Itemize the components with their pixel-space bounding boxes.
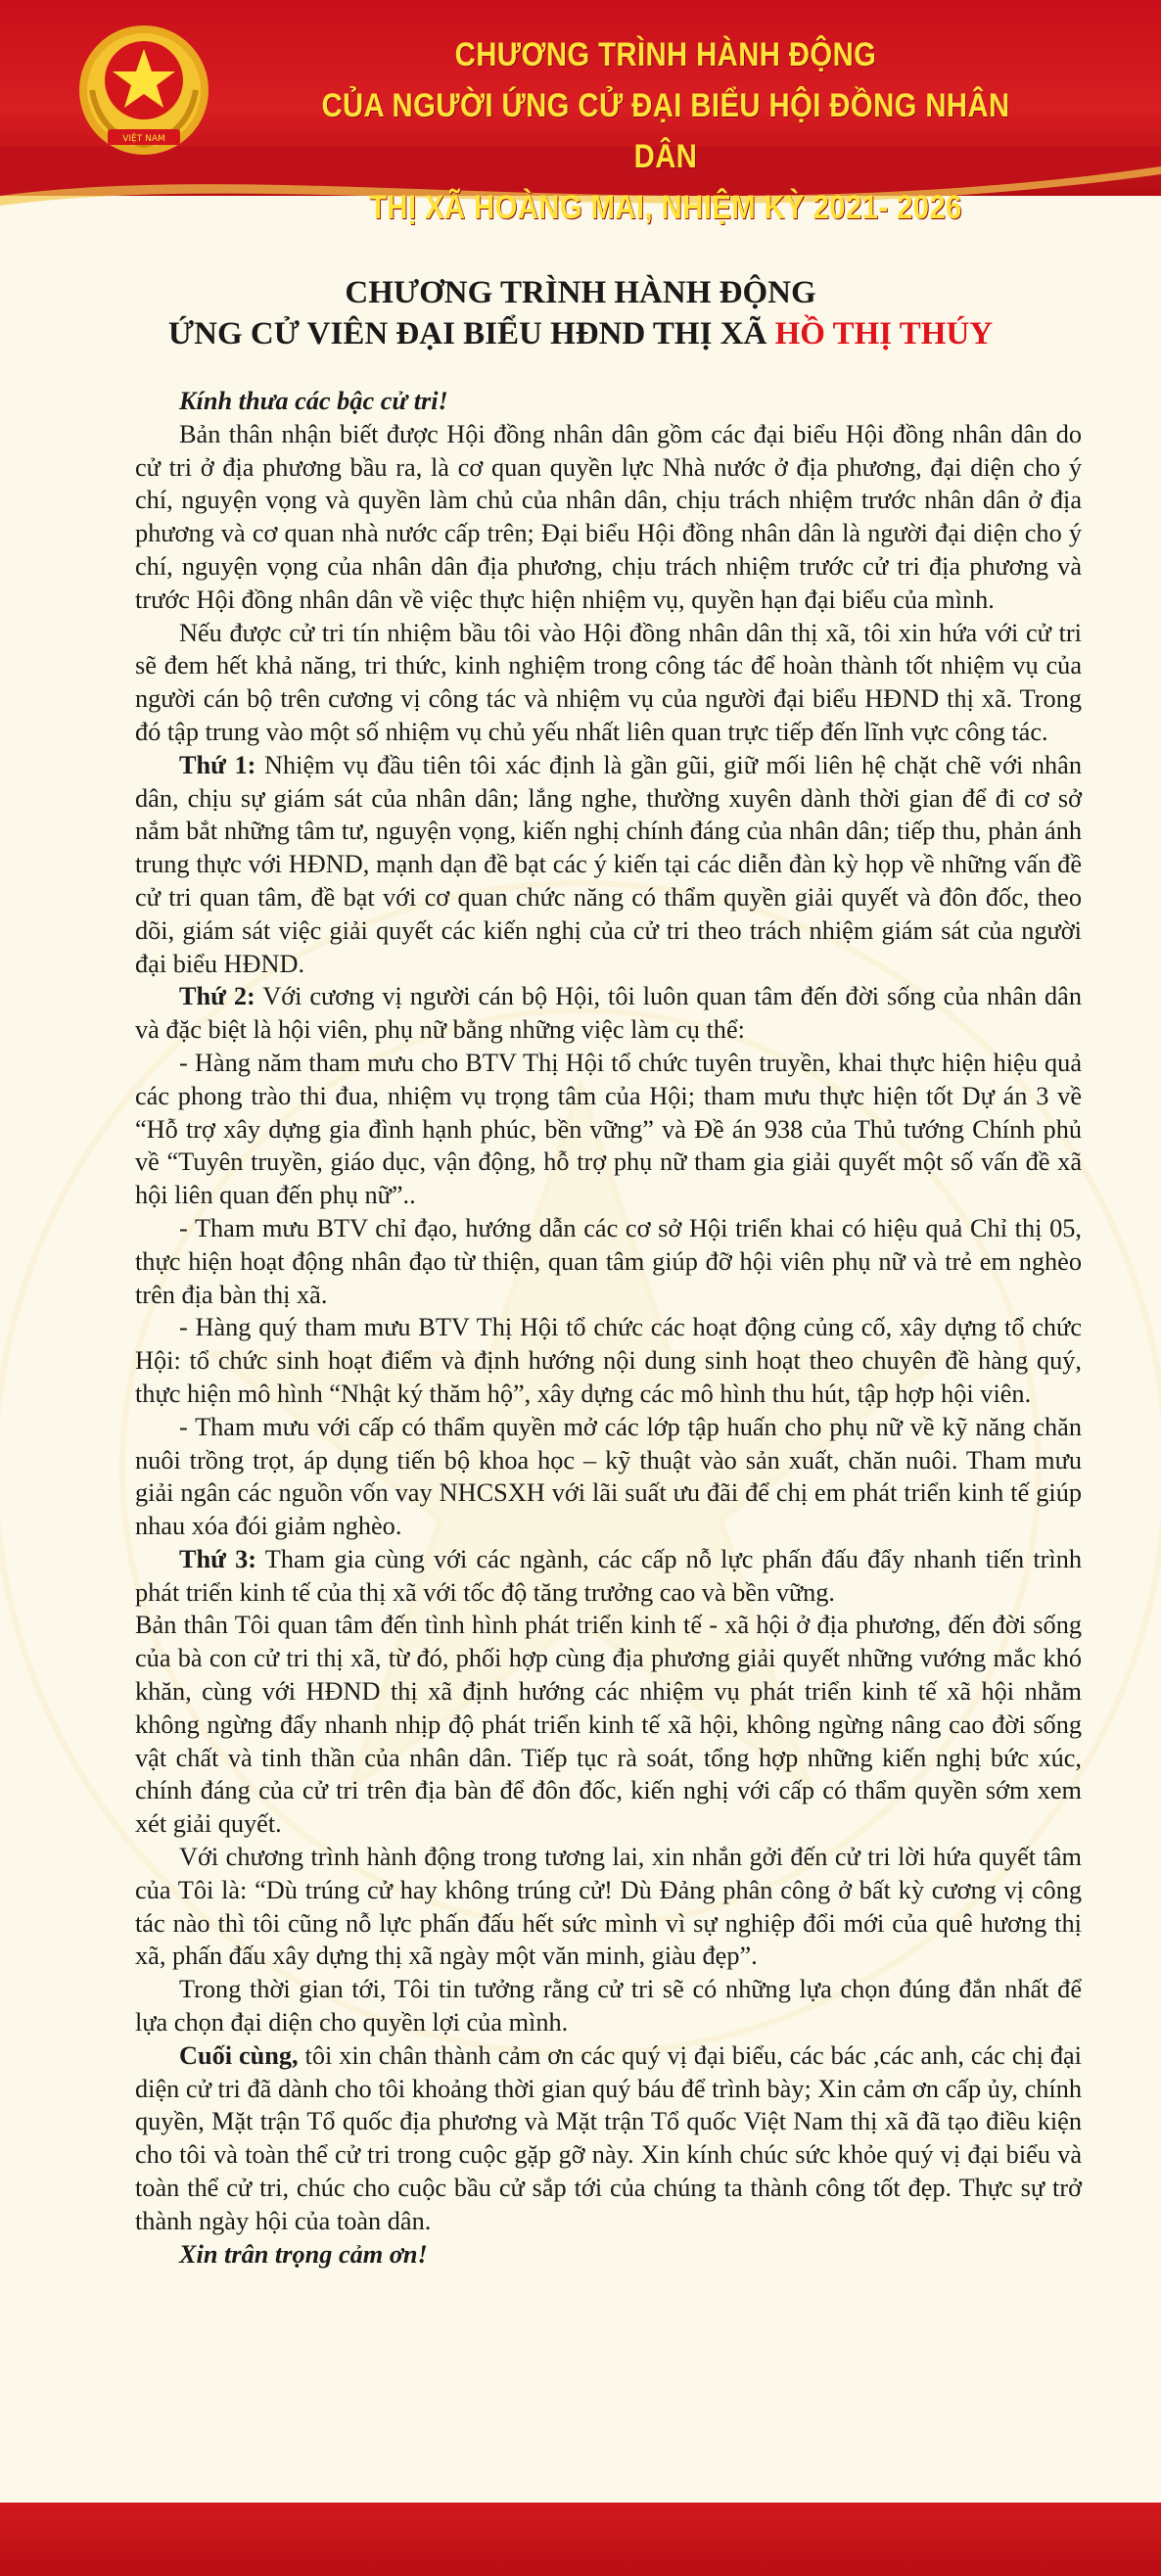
national-emblem-icon — [70, 20, 217, 166]
task-1-label: Thứ 1: — [179, 750, 256, 779]
paragraph-3 — [135, 749, 1082, 981]
paragraph-9 — [135, 1543, 1082, 1610]
header-line-1: CHƯƠNG TRÌNH HÀNH ĐỘNG — [454, 36, 877, 73]
header-line-3: THỊ XÃ HOÀNG MAI, NHIỆM KỲ 2021- 2026 — [369, 189, 962, 226]
document-title — [0, 272, 1161, 354]
task-3-text: Tham gia cùng với các ngành, các cấp nỗ lực phấn đấu đẩy nhanh tiến trình phát triển kinh tế của thị xã với tốc độ tăng trưởng cao và bền vững. — [135, 1544, 1082, 1607]
closing: Xin trân trọng cảm ơn! — [179, 2239, 428, 2269]
paragraph-2: Nếu được cử tri tín nhiệm bầu tôi vào Hội đồng nhân dân thị xã, tôi xin hứa với cử tri sẽ đem hết khả năng, tri thức, kinh nghiệm trong công tác để hoàn thành tốt nhiệm vụ của người cán bộ trên cương vị công tác và nhiệm vụ của người đại biểu HĐND thị xã. Trong đó tập trung vào một số nhiệm vụ chủ yếu nhất liên quan trực tiếp đến lĩnh vực công tác. — [135, 618, 1082, 746]
paragraph-8: - Tham mưu với cấp có thẩm quyền mở các lớp tập huấn cho phụ nữ về kỹ năng chăn nuôi trồng trọt, áp dụng tiến bộ khoa học – kỹ thuật vào sản xuất, chăn nuôi. Tham mưu giải ngân các nguồn vốn vay NHCSXH với lãi suất ưu đãi để chị em phát triển kinh tế giúp nhau xóa đói giảm nghèo. — [135, 1412, 1082, 1541]
final-text: tôi xin chân thành cảm ơn các quý vị đại biểu, các bác ,các anh, các chị đại diện cử tri đã dành cho tôi khoảng thời gian quý báu để trình bày; Xin cảm ơn cấp ủy, chính quyền, Mặt trận Tổ quốc địa phương và Mặt trận Tổ quốc Việt Nam thị xã đã tạo điều kiện cho tôi và toàn thể cử tri trong cuộc gặp gỡ này. Xin kính chúc sức khỏe quý vị đại biểu và toàn thể cử tri, chúc cho cuộc bầu cử sắp tới của chúng ta thành công tốt đẹp. Thực sự trở thành ngày hội của toàn dân. — [135, 2040, 1082, 2235]
paragraph-7: - Hàng quý tham mưu BTV Thị Hội tổ chức các hoạt động củng cố, xây dựng tổ chức Hội: tổ chức sinh hoạt điểm và định hướng nội dung sinh hoạt theo chuyên đề hàng quý, thực hiện mô hình “Nhật ký thăm hộ”, xây dựng các mô hình thu hút, tập hợp hội viên. — [135, 1313, 1082, 1408]
paragraph-1: Bản thân nhận biết được Hội đồng nhân dân gồm các đại biểu Hội đồng nhân dân do cử tri ở địa phương bầu ra, là cơ quan quyền lực Nhà nước ở địa phương, đại diện cho ý chí, nguyện vọng và quyền làm chủ của nhân dân, chịu trách nhiệm trước nhân dân ở địa phương và cơ quan nhà nước cấp trên; Đại biểu Hội đồng nhân dân là người đại diện cho ý chí, nguyện vọng của nhân dân địa phương, chịu trách nhiệm trước cử tri địa phương và trước Hội đồng nhân dân về việc thực hiện nhiệm vụ, quyền hạn đại biểu của mình. — [135, 419, 1082, 614]
emblem-text: VIỆT NAM — [122, 134, 165, 144]
final-label: Cuối cùng, — [179, 2040, 299, 2070]
paragraph-12: Trong thời gian tới, Tôi tin tưởng rằng cử tri sẽ có những lựa chọn đúng đắn nhất để lựa chọn đại diện cho quyền lợi của mình. — [135, 1975, 1082, 2037]
task-1-text: Nhiệm vụ đầu tiên tôi xác định là gần gũi, giữ mối liên hệ chặt chẽ với nhân dân, chịu sự giám sát của nhân dân; lắng nghe, thường xuyên dành thời gian để đi cơ sở nắm bắt những tâm tư, nguyện vọng, kiến nghị chính đáng của nhân dân; tiếp thu, phản ánh trung thực với HĐND, mạnh dạn đề bạt các ý kiến tại các diễn đàn kỳ họp về những vấn đề cử tri quan tâm, đề bạt với cơ quan chức năng có thẩm quyền giải quyết và đôn đốc, theo dõi, giám sát việc giải quyết các kiến nghị của cử tri theo trách nhiệm giám sát của người đại biểu HĐND. — [135, 750, 1082, 978]
header-banner — [0, 0, 1161, 226]
footer-band — [0, 2503, 1161, 2576]
paragraph-13 — [135, 2039, 1082, 2238]
task-3-label: Thứ 3: — [179, 1544, 257, 1573]
header-line-2: CỦA NGƯỜI ỨNG CỬ ĐẠI BIỂU HỘI ĐỒNG NHÂN DÂN — [321, 87, 1010, 175]
title-line-1: CHƯƠNG TRÌNH HÀNH ĐỘNG — [345, 275, 816, 310]
header-title — [320, 29, 1010, 233]
task-2-label: Thứ 2: — [179, 982, 255, 1011]
paragraph-5: - Hàng năm tham mưu cho BTV Thị Hội tổ chức tuyên truyền, khai thực hiện hiệu quả các phong trào thi đua, nhiệm vụ trọng tâm của Hội; tham mưu thực hiện tốt Dự án 3 về “Hỗ trợ xây dựng gia đình hạnh phúc, bền vững” và Đề án 938 của Thủ tướng Chính phủ về “Tuyên truyền, giáo dục, vận động, hỗ trợ phụ nữ tham gia giải quyết một số vấn đề xã hội liên quan đến phụ nữ”.. — [135, 1048, 1082, 1210]
document-body — [135, 385, 1082, 2271]
paragraph-6: - Tham mưu BTV chỉ đạo, hướng dẫn các cơ sở Hội triển khai có hiệu quả Chỉ thị 05, thực hiện hoạt động nhân đạo từ thiện, quan tâm giúp đỡ hội viên phụ nữ và trẻ em nghèo trên địa bàn thị xã. — [135, 1213, 1082, 1309]
candidate-name: HỒ THỊ THÚY — [774, 316, 994, 351]
title-prefix: ỨNG CỬ VIÊN ĐẠI BIỂU HĐND THỊ XÃ — [167, 316, 775, 351]
task-2-text: Với cương vị người cán bộ Hội, tôi luôn quan tâm đến đời sống của nhân dân và đặc biệt là hội viên, phụ nữ bằng những việc làm cụ thể: — [135, 982, 1082, 1045]
paragraph-10: Bản thân Tôi quan tâm đến tình hình phát triển kinh tế - xã hội ở địa phương, đến đời sống của bà con cử tri thị xã, từ đó, phối hợp cùng địa phương giải quyết những vướng mắc khó khăn, cùng với HĐND thị xã định hướng các nhiệm vụ phát triển kinh tế xã hội nhằm không ngừng đẩy nhanh nhịp độ phát triển kinh tế xã hội, không ngừng nâng cao đời sống vật chất và tinh thần của nhân dân. Tiếp tục rà soát, tổng hợp những kiến nghị bức xúc, chính đáng của cử tri trên địa bàn để đôn đốc, kiến nghị với cấp có thẩm quyền sớm xem xét giải quyết. — [135, 1611, 1082, 1839]
title-line-2 — [0, 313, 1161, 354]
greeting: Kính thưa các bậc cử tri! — [179, 387, 448, 415]
paragraph-11: Với chương trình hành động trong tương lai, xin nhắn gởi đến cử tri lời hứa quyết tâm của Tôi là: “Dù trúng cử hay không trúng cử! Dù Đảng phân công ở bất kỳ cương vị công tác nào thì tôi cũng nỗ lực phấn đấu hết sức mình vì sự nghiệp đổi mới của quê hương thị xã, phấn đấu xây dựng thị xã ngày một văn minh, giàu đẹp”. — [135, 1843, 1082, 1971]
paragraph-4 — [135, 980, 1082, 1047]
